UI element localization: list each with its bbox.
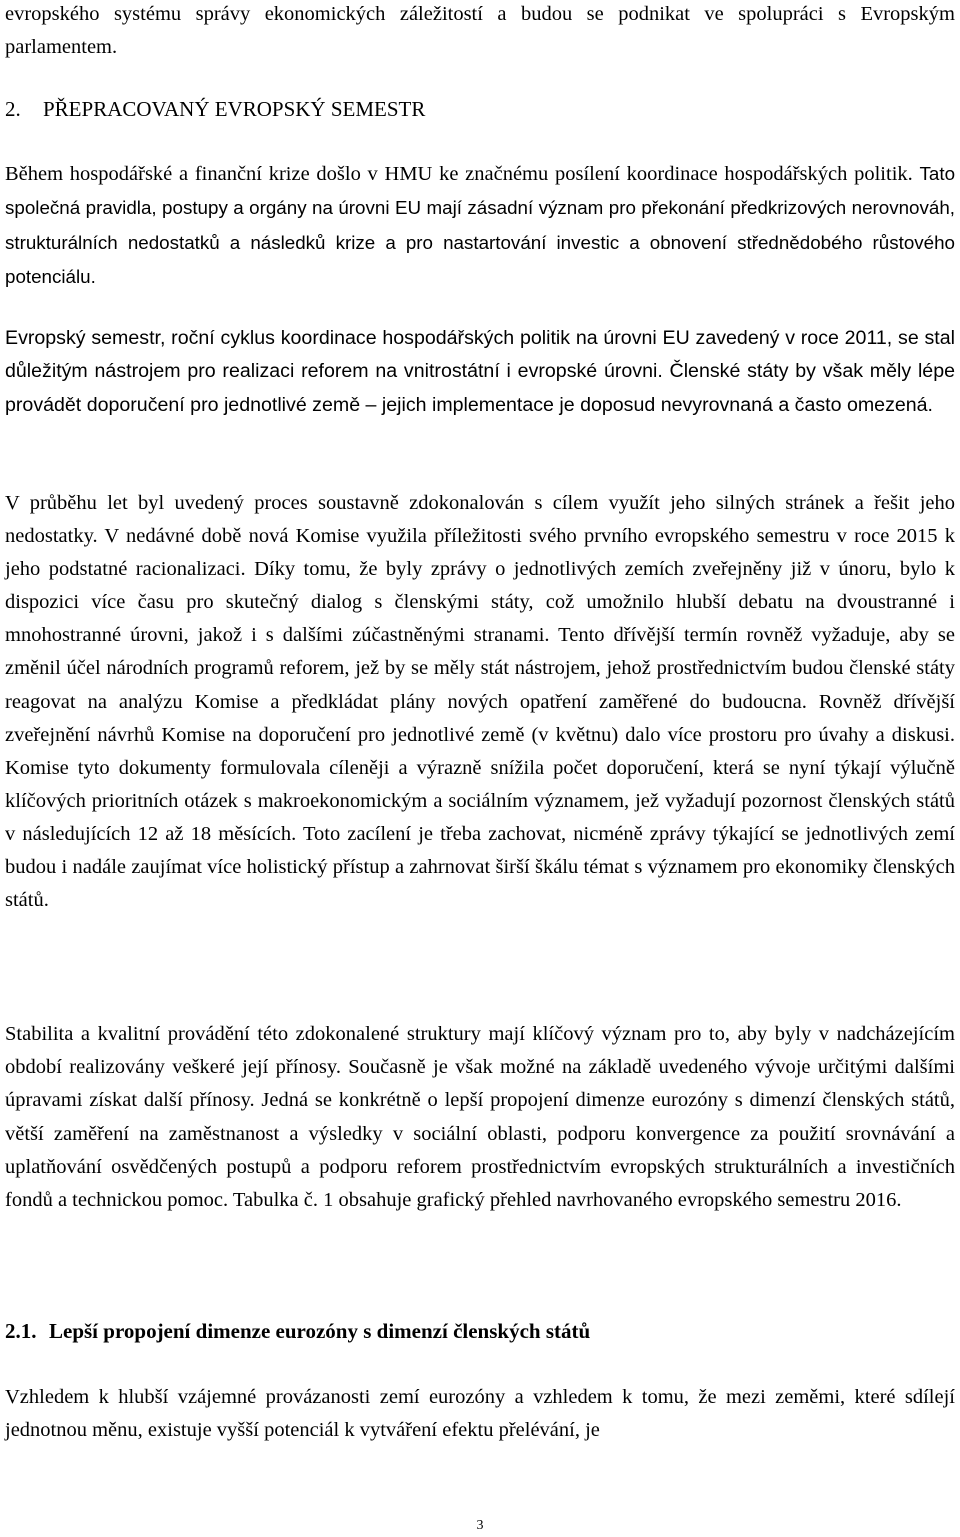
section-heading-2-1: [5, 1315, 590, 1348]
paragraph-semester: Evropský semestr, roční cyklus koordinace hospodářských politik na úrovni EU zavedený v roce 2011, se stal důležitým nástrojem pro realizaci reforem na vnitrostátní i evropské úrovni. Členské státy by však měly lépe provádět doporučení pro jednotlivé země – jejich implementace je doposud nevyrovnaná a často omezená.: [5, 327, 955, 416]
paragraph-eurozone: Vzhledem k hlubší vzájemné provázanosti zemí eurozóny a vzhledem k tomu, že mezi zeměmi, které sdílejí jednotnou měnu, existuje vyšší potenciál k vytváření efektu přelévání, je: [5, 1386, 955, 1442]
paragraph-crisis: [5, 157, 955, 295]
paragraph-crisis-part-a: Během hospodářské a finanční krize došlo v HMU ke značnému posílení koordinace hospodářských politik.: [5, 163, 913, 185]
section-number: 2.: [5, 97, 21, 121]
section-title: PŘEPRACOVANÝ EVROPSKÝ SEMESTR: [43, 97, 426, 121]
subsection-title: Lepší propojení dimenze eurozóny s dimenzí členských států: [49, 1319, 591, 1343]
paragraph-stability: Stabilita a kvalitní provádění této zdokonalené struktury mají klíčový význam pro to, aby byly v nadcházejícím období realizovány veškeré její přínosy. Současně je však možné na základě uvedeného vývoje určitými dalšími úpravami získat další přínosy. Jedná se konkrétně o lepší propojení dimenze eurozóny s dimenzí členských států, větší zaměření na zaměstnanost a výsledky v sociální oblasti, podporu konvergence za použití srovnávání a uplatňování osvědčených postupů a podporu reforem prostřednictvím evropských strukturálních a investičních fondů a technickou pomoc. Tabulka č. 1 obsahuje grafický přehled navrhovaného evropského semestru 2016.: [5, 1023, 955, 1212]
intro-paragraph: evropského systému správy ekonomických záležitostí a budou se podnikat ve spolupráci s Evropským parlamentem.: [5, 3, 955, 59]
paragraph-improvements: V průběhu let byl uvedený proces soustavně zdokonalován s cílem využít jeho silných stránek a řešit jeho nedostatky. V nedávné době nová Komise využila příležitosti svého prvního evropského semestru v roce 2015 k jeho podstatné racionalizaci. Díky tomu, že byly zprávy o jednotlivých zemích zveřejněny již v únoru, bylo k dispozici více času pro skutečný dialog s členskými státy, což umožnilo hlubší debatu na dvoustranné i mnohostranné úrovni, jakož i s dalšími zúčastněnými stranami. Tento dřívější termín rovněž vyžaduje, aby se změnil účel národních programů reforem, jež by se měly stát nástrojem, jehož prostřednictvím budou členské státy reagovat na analýzu Komise a předkládat plány nových opatření zaměřené do budoucna. Rovněž dřívější zveřejnění návrhů Komise na doporučení pro jednotlivé země (v květnu) dalo více prostoru pro úvahy a diskusi. Komise tyto dokumenty formulovala cíleněji a výrazně snížila počet doporučení, která se nyní týkají výlučně klíčových prioritních otázek s makroekonomickým a sociálním významem, jež vyžadují pozornost členských států v následujících 12 až 18 měsících. Toto zacílení je třeba zachovat, nicméně zprávy týkající se jednotlivých zemí budou i nadále zaujímat více holistický přístup a zahrnovat širší škálu témat s významem pro ekonomiky členských států.: [5, 492, 955, 912]
section-heading-2: [5, 93, 425, 126]
subsection-number: 2.1.: [5, 1319, 37, 1343]
page-number: 3: [476, 1518, 484, 1533]
paragraph-crisis-part-b: Tato společná pravidla, postupy a orgány na úrovni EU mají zásadní význam pro překonání předkrizových nerovnováh, strukturálních nedostatků a následků krize a pro nastartování investic a obnovení střednědobého růstového potenciálu.: [5, 163, 956, 288]
